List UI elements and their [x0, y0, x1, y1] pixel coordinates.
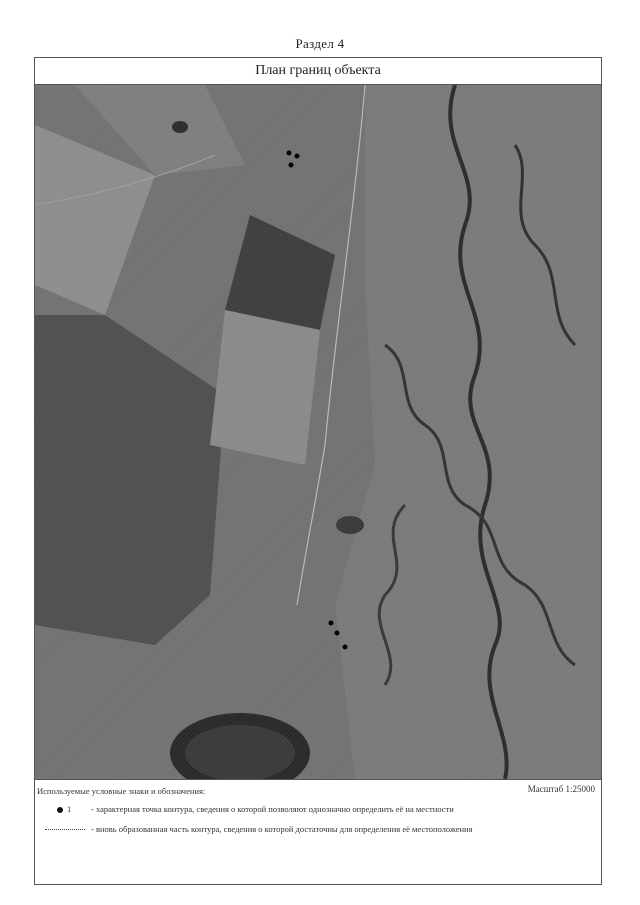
dotted-line-icon: [45, 829, 85, 830]
characteristic-point-icon: [57, 806, 91, 816]
plan-frame: [34, 57, 602, 885]
map-scale: Масштаб 1:25000: [527, 784, 595, 794]
point-dot: [57, 807, 63, 813]
section-title: Раздел 4: [295, 36, 345, 51]
point-number: 1: [67, 804, 72, 814]
legend-heading: Используемые условные знаки и обозначения:: [37, 786, 206, 796]
legend: [35, 780, 601, 884]
satellite-map[interactable]: [35, 85, 601, 780]
legend-item-text: - характерная точка контура, сведения о которой позволяют однозначно определить её на местности: [91, 804, 454, 814]
satellite-image: [35, 85, 601, 779]
legend-item-text: - вновь образованная часть контура, сведения о которой достаточны для определения её местоположения: [91, 824, 473, 834]
plan-title: План границ объекта: [35, 58, 601, 85]
